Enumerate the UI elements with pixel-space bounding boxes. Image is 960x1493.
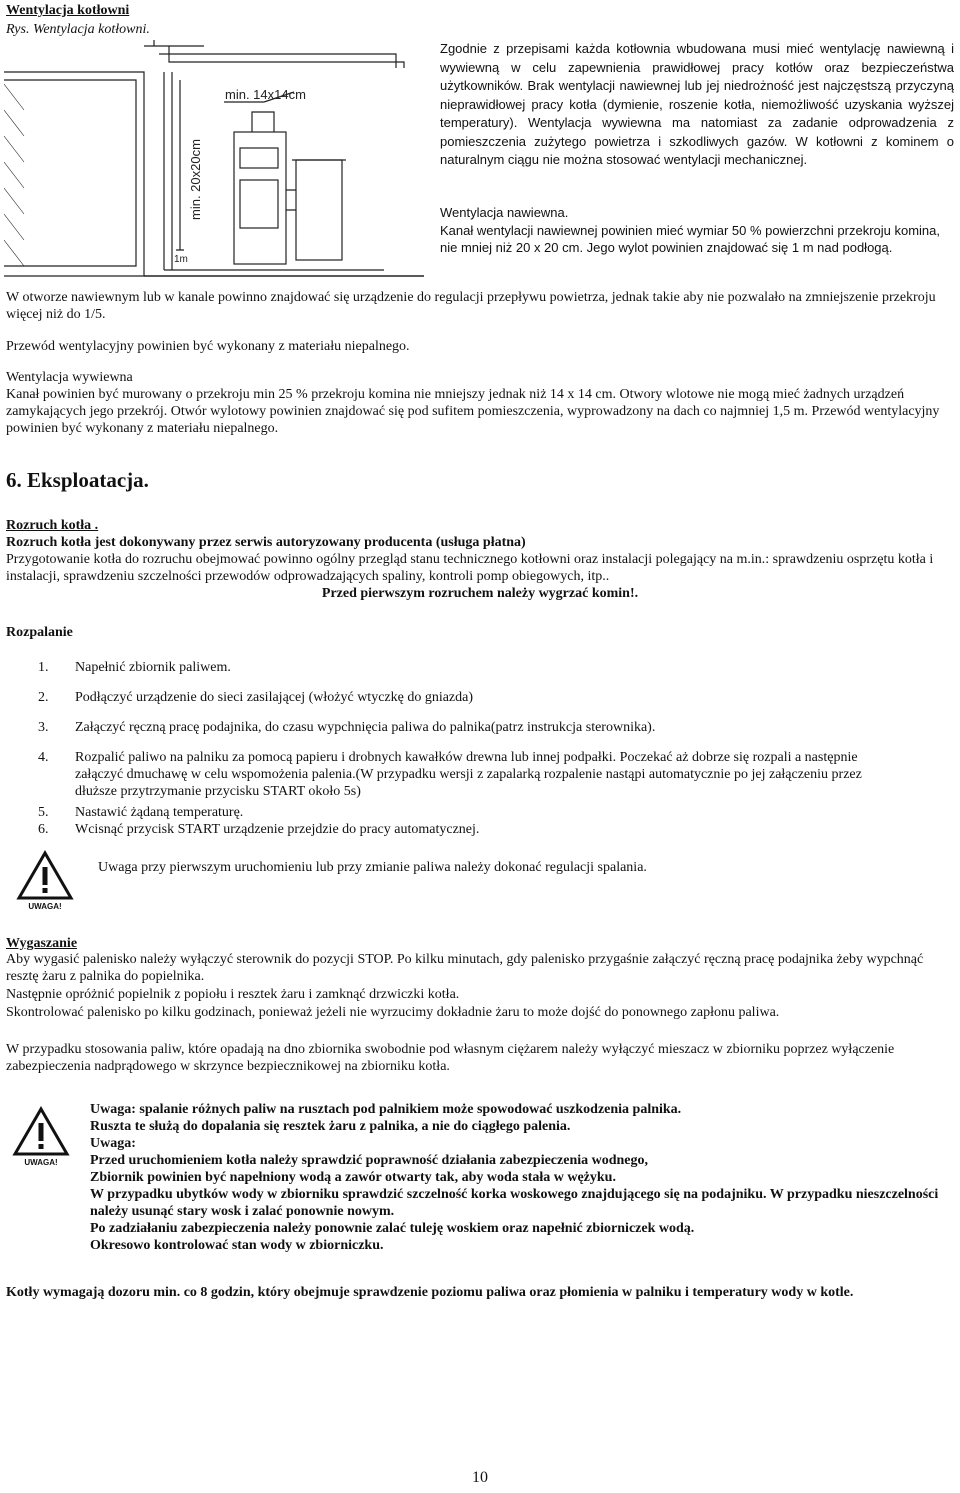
list-item: Wcisnąć przycisk START urządzenie przejdzie do pracy automatycznej. [75,822,480,837]
nawiewna-text: Kanał wentylacji nawiewnej powinien mieć wymiar 50 % powierzchni przekroju komina, nie mniej niż 20 x 20 cm. Jego wylot powinien znajdować się 1 m nad podłogą. [440,223,940,255]
intro-paragraph: Zgodnie z przepisami każda kotłownia wbudowana musi mieć wentylację nawiewną i wywiewną w celu zapewnienia prawidłowej pracy kotłów oraz bezpieczeństwa użytkowników. Brak wentylacji nawiewnej lub jej niedrożność jest najczęstszą przyczyną nieprawidłowej pracy kotła (dymienie, roszenie kotła, niemożliwość uzyskania wyższej temperatury). Wentylacja wywiewna ma natomiast za zadanie odprowadzenia z pomieszczenia zużytego powietrza i szkodliwych gazów. W kotłowni z kominem o naturalnym ciągu nie można stosować wentylacji mechanicznej. [440,41,954,167]
figure-caption: Rys. Wentylacja kotłowni. [6,22,150,37]
warning-text: Uwaga przy pierwszym uruchomieniu lub przy zmianie paliwa należy dokonać regulacji spalania. [98,860,647,875]
warning-line: Zbiornik powinien być napełniony wodą a zawór otwarty tak, aby woda stała w wężyku. [90,1170,616,1185]
rozruch-text: Przygotowanie kotła do rozruchu obejmować powinno ogólny przegląd stanu technicznego kotłowni oraz instalacji polegający na m.in.: sprawdzeniu osprzętu kotła i instalacji, sprawdzeniu szczelności przewodów odprowadzających spaliny, kontroli pomp obiegowych, itp.. [6,552,934,584]
ventilation-diagram [4,40,430,280]
list-item: Załączyć ręczną pracę podajnika, do czasu wypchnięcia paliwa do palnika(patrz instrukcja sterownika). [75,720,656,735]
list-item-number: 4. [38,750,49,765]
warning-line: Okresowo kontrolować stan wody w zbiorniczku. [90,1238,384,1253]
section-title: Wentylacja kotłowni [6,3,130,18]
warning-label: UWAGA! [24,1158,58,1167]
list-item-number: 5. [38,805,49,820]
list-item: Nastawić żądaną temperaturę. [75,805,244,820]
rozruch-warning: Przed pierwszym rozruchem należy wygrzać komin!. [321,586,639,601]
wygaszanie-title: Wygaszanie [6,936,78,951]
list-item: Rozpalić paliwo na palniku za pomocą papieru i drobnych kawałków drewna lub innej podpałki. Poczekać aż dobrze się rozpali a następnie załączyć dmuchawę w celu wspomożenia palenia.(W przypadku wersji z zapalarką rozpalenie nastąpi automatycznie po jej załączeniu przez dłuższe przytrzymanie przycisku START około 5s) [75,750,862,799]
wygaszanie-paragraph: Aby wygasić palenisko należy wyłączyć sterownik do pozycji STOP. Po kilku minutach, gdy palenisko przygaśnie załączyć ręczną pracę podajnika żeby wypchnąć resztę żaru z palnika do popielnika. [6,952,924,984]
list-item-number: 6. [38,822,49,837]
regulator-paragraph: W otworze nawiewnym lub w kanale powinno znajdować się urządzenie do regulacji przepływu powietrza, jednak takie aby nie pozwalało na zmniejszenie przekroju więcej niż do 1/5. [6,290,936,322]
wywiewna-title: Wentylacja wywiewna [6,370,133,385]
wygaszanie-paragraph: W przypadku stosowania paliw, które opadają na dno zbiornika swobodnie pod własnym ciężarem należy wyłączyć mieszacz w zbiorniku poprzez wyłączenie zabezpieczenia nadprądowego w skrzynce bezpiecznikowej na zbiorniku kotła. [6,1042,895,1074]
list-item: Napełnić zbiornik paliwem. [75,660,231,675]
warning-label: UWAGA! [28,902,62,911]
rozruch-title: Rozruch kotła . [6,518,99,533]
material-paragraph: Przewód wentylacyjny powinien być wykonany z materiału niepalnego. [6,339,410,354]
wywiewna-text: Kanał powinien być murowany o przekroju min 25 % przekroju komina nie mniejszy jednak niż 14 x 14 cm. Otwory wlotowe nie mogą mieć żadnych urządzeń zamykających jego przekrój. Otwór wylotowy powinien znajdować się pod sufitem pomieszczenia, wyprowadzony na dach co najmniej 1,5 m. Przewód wentylacyjny powinien być wykonany z materiału niepalnego. [6,387,940,436]
rozpalanie-title: Rozpalanie [6,625,73,640]
warning-line: Ruszta te służą do dopalania się resztek żaru z palnika, a nie do ciągłego palenia. [90,1119,571,1134]
rozruch-bold: Rozruch kotła jest dokonywany przez serwis autoryzowany producenta (usługa płatna) [6,535,526,550]
wygaszanie-paragraph: Skontrolować palenisko po kilku godzinach, ponieważ jeżeli nie wyrzucimy dokładnie żaru to może dojść do ponownego zapłonu paliwa. [6,1005,780,1020]
section-heading: 6. Eksploatacja. [6,468,149,492]
warning-line: Uwaga: spalanie różnych paliw na rusztach pod palnikiem może spowodować uszkodzenia palnika. [90,1102,682,1117]
wygaszanie-paragraph: Następnie opróżnić popielnik z popiołu i resztek żaru i zamknąć drzwiczki kotła. [6,987,460,1002]
dim-side-label: min. 20x20cm [188,139,203,220]
dim-bottom-label: 1m [174,254,188,265]
list-item-number: 1. [38,660,49,675]
warning-line: Po zadziałaniu zabezpieczenia należy ponownie zalać tuleję woskiem oraz napełnić zbiorniczek wodą. [90,1221,695,1236]
list-item: Podłączyć urządzenie do sieci zasilającej (włożyć wtyczkę do gniazda) [75,690,474,705]
final-paragraph: Kotły wymagają dozoru min. co 8 godzin, który obejmuje sprawdzenie poziomu paliwa oraz płomienia w palniku i temperatury wody w kotle. [6,1285,854,1300]
nawiewna-title: Wentylacja nawiewna. [440,205,569,220]
dim-top-label: min. 14x14cm [225,87,306,102]
warning-line: Przed uruchomieniem kotła należy sprawdzić poprawność działania zabezpieczenia wodnego, [90,1153,649,1168]
warning-line: W przypadku ubytków wody w zbiorniku sprawdzić szczelność korka woskowego znajdującego się na podajniku. W przypadku nieszczelności należy usunąć stary wosk i zalać ponownie nowym. [90,1187,939,1219]
warning-line: Uwaga: [90,1136,136,1151]
page-number: 10 [472,1469,488,1486]
list-item-number: 3. [38,720,49,735]
warning-block [90,1101,950,1254]
warning-icon [12,1106,70,1168]
list-item-number: 2. [38,690,49,705]
warning-icon [16,850,74,912]
